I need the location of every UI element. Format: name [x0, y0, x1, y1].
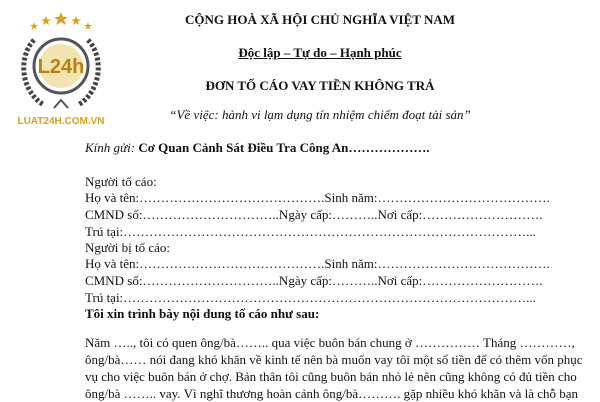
document-title: ĐƠN TỐ CÁO VAY TIỀN KHÔNG TRẢ — [205, 78, 435, 93]
recipient-value: Cơ Quan Cảnh Sát Điều Tra Công An………………. — [138, 140, 430, 155]
nation-heading: CỘNG HOÀ XÃ HỘI CHỦ NGHĨA VIỆT NAM — [184, 12, 456, 27]
paragraph-line: Năm ….., tôi có quen ông/bà…….. qua việc buôn bán chung ở …………… Tháng …………, — [85, 335, 575, 350]
paragraph-line: ông/bà…… nói đang khó khăn về kinh tế nên bà muốn vay tôi một số tiền để có thêm vốn phục — [85, 352, 583, 367]
recipient-label: Kính gửi: — [85, 140, 136, 155]
complaint-paragraph — [85, 334, 583, 402]
accused-id-line: CMND số:…………………………..Ngày cấp:………..Nơi cấp:………………………. — [85, 273, 543, 288]
svg-text:L24h: L24h — [37, 56, 85, 78]
accuser-id-line: CMND số:…………………………..Ngày cấp:………..Nơi cấp:………………………. — [85, 207, 543, 222]
svg-text:LUAT24H.COM.VN: LUAT24H.COM.VN — [17, 116, 105, 127]
motto: Độc lập – Tự do – Hạnh phúc — [238, 45, 402, 60]
accuser-address-line: Trú tại:…………………………………………………………………………………... — [85, 224, 536, 239]
paragraph-line: vụ cho việc buôn bán ở chợ. Bản thân tôi cũng buôn bán nhỏ lẻ nên cũng không có đủ tiền cho — [85, 369, 577, 384]
accused-address-line: Trú tại:…………………………………………………………………………………... — [85, 290, 536, 305]
accused-heading: Người bị tố cáo: — [85, 240, 171, 255]
accuser-name-line: Họ và tên:…………………………………….Sinh năm:…………………………………. — [85, 190, 550, 205]
accuser-heading: Người tố cáo: — [85, 174, 157, 189]
accused-name-line: Họ và tên:…………………………………….Sinh năm:…………………………………. — [85, 256, 550, 271]
content-heading: Tôi xin trình bày nội dung tố cáo như sau: — [85, 306, 320, 321]
document-subject: “Về việc: hành vi lạm dụng tín nhiệm chiếm đoạt tài sản” — [169, 107, 471, 122]
recipient-line — [85, 140, 430, 155]
paragraph-line: ông/bà …….. vay. Vì nghĩ thương hoàn cảnh ông/bà………. gặp nhiều khó khăn và là chỗ bạn — [85, 386, 579, 401]
